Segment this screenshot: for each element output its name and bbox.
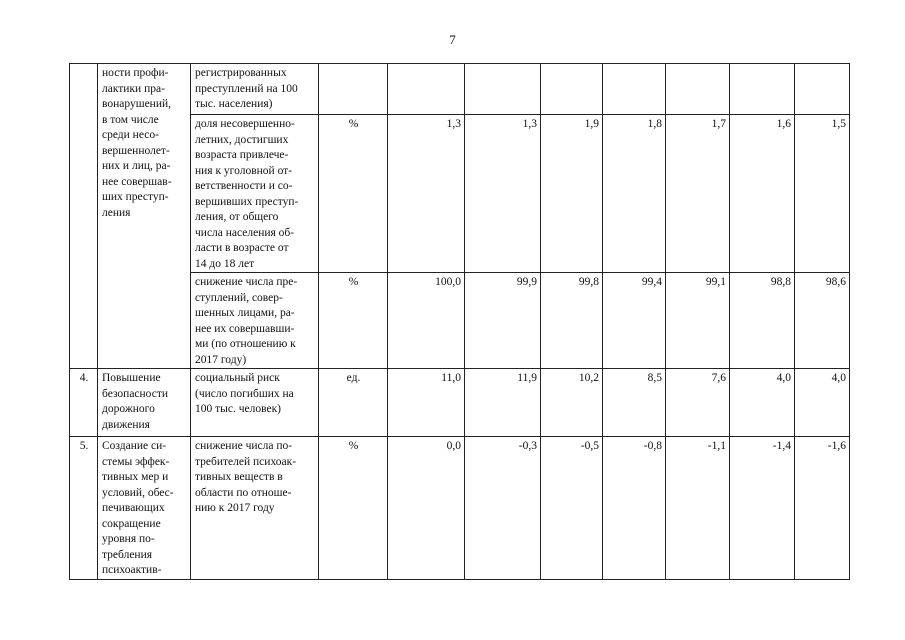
value-cell: 100,0 <box>388 273 465 369</box>
value-cell: 10,2 <box>541 369 603 437</box>
value-cell: 8,5 <box>603 369 666 437</box>
value-cell: 4,0 <box>730 369 795 437</box>
value-cell: 1,7 <box>666 115 730 273</box>
value-cell: 1,3 <box>465 115 541 273</box>
value-cell <box>465 64 541 115</box>
value-cell: 98,6 <box>795 273 850 369</box>
value-cell: 1,3 <box>388 115 465 273</box>
value-cell: 0,0 <box>388 437 465 580</box>
value-cell: 98,8 <box>730 273 795 369</box>
value-cell <box>795 64 850 115</box>
value-cell: 11,9 <box>465 369 541 437</box>
goal-cell: Повышение безопасности дорожного движения <box>98 369 191 437</box>
unit-cell: % <box>319 115 388 273</box>
value-cell <box>603 64 666 115</box>
value-cell: -1,4 <box>730 437 795 580</box>
value-cell: -1,1 <box>666 437 730 580</box>
row-number: 5. <box>70 437 98 580</box>
value-cell: 1,9 <box>541 115 603 273</box>
table-row <box>70 369 850 437</box>
value-cell: -0,5 <box>541 437 603 580</box>
indicator-cell: регистрированных преступлений на 100 тыс. населения) <box>191 64 319 115</box>
goal-cell: Создание си- стемы эффек- тивных мер и условий, обес- печивающих сокращение уровня по- требления психоактив- <box>98 437 191 580</box>
indicator-cell: доля несовершенно- летних, достигших возраста привлече- ния к уголовной от- ветственности и со- вершивших преступ- ления, от общего числа населения об- ласти в возрасте от 14 до 18 лет <box>191 115 319 273</box>
value-cell: 11,0 <box>388 369 465 437</box>
value-cell <box>541 64 603 115</box>
table-row <box>70 437 850 580</box>
value-cell: 99,1 <box>666 273 730 369</box>
indicators-table <box>69 63 850 580</box>
unit-cell: % <box>319 273 388 369</box>
page-number: 7 <box>449 32 456 47</box>
unit-cell: % <box>319 437 388 580</box>
unit-cell: ед. <box>319 369 388 437</box>
unit-cell <box>319 64 388 115</box>
value-cell: -0,8 <box>603 437 666 580</box>
value-cell <box>666 64 730 115</box>
row-number: 4. <box>70 369 98 437</box>
value-cell: -1,6 <box>795 437 850 580</box>
indicator-cell: социальный риск (число погибших на 100 тыс. человек) <box>191 369 319 437</box>
goal-cell: ности профи- лактики пра- вонарушений, в том числе среди несо- вершеннолет- них и лиц, ра- нее совершав- ших преступ- ления <box>98 64 191 369</box>
value-cell: 4,0 <box>795 369 850 437</box>
indicator-cell: снижение числа по- требителей психоак- тивных веществ в области по отноше- нию к 2017 году <box>191 437 319 580</box>
value-cell: 99,9 <box>465 273 541 369</box>
value-cell: -0,3 <box>465 437 541 580</box>
value-cell <box>388 64 465 115</box>
value-cell: 99,8 <box>541 273 603 369</box>
value-cell: 7,6 <box>666 369 730 437</box>
value-cell: 1,6 <box>730 115 795 273</box>
table-row <box>70 64 850 115</box>
value-cell: 99,4 <box>603 273 666 369</box>
row-number <box>70 64 98 369</box>
value-cell: 1,8 <box>603 115 666 273</box>
value-cell <box>730 64 795 115</box>
value-cell: 1,5 <box>795 115 850 273</box>
indicator-cell: снижение числа пре- ступлений, совер- шенных лицами, ра- нее их совершавши- ми (по отношению к 2017 году) <box>191 273 319 369</box>
